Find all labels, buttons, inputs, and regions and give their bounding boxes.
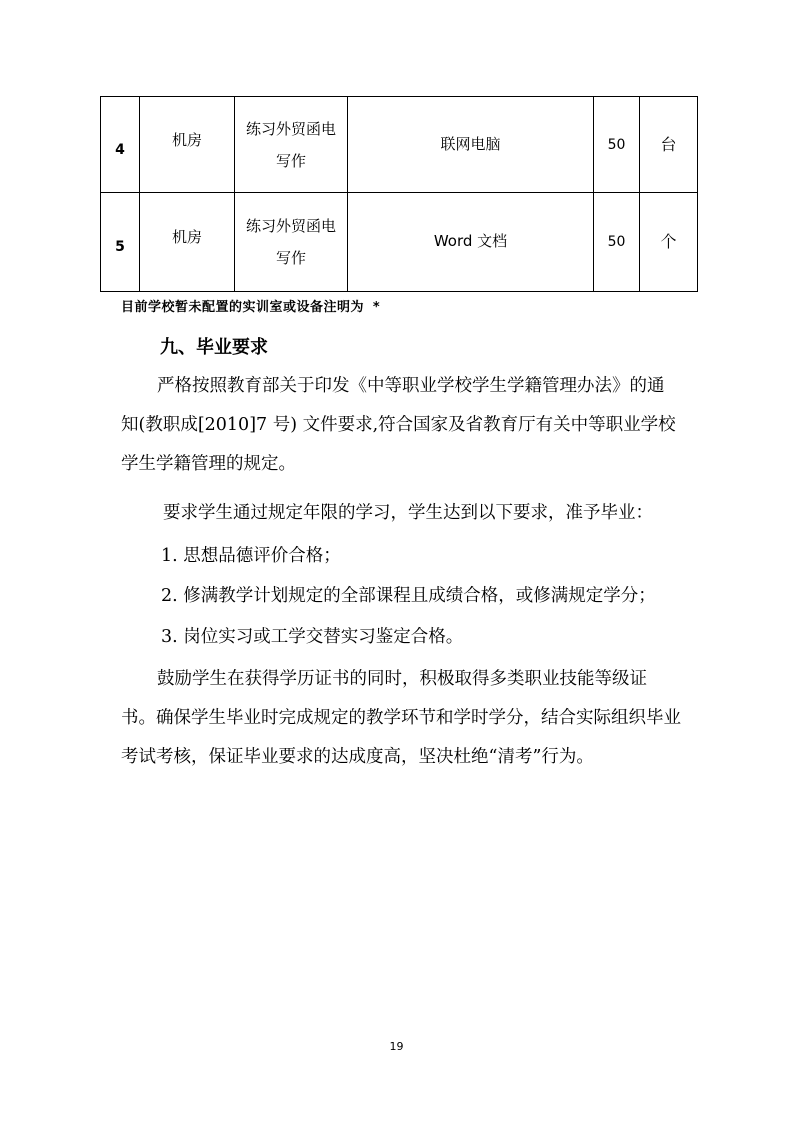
requirement-item: 2. 修满教学计划规定的全部课程且成绩合格，或修满规定学分； <box>161 586 656 606</box>
equipment-table <box>100 96 698 292</box>
unit-cell: 个 <box>640 193 698 292</box>
requirement-item: 1. 思想品德评价合格； <box>161 546 341 566</box>
row-number: 5 <box>101 193 140 292</box>
task-line: 练习外贸函电 <box>245 119 336 138</box>
quantity-cell: 50 <box>594 193 640 292</box>
table-row <box>101 193 698 292</box>
equipment-cell: Word 文档 <box>348 193 594 292</box>
requirement-item: 3. 岗位实习或工学交替实习鉴定合格。 <box>161 627 464 647</box>
task-cell <box>235 193 348 292</box>
equipment-cell: 联网电脑 <box>348 97 594 193</box>
table-row <box>101 97 698 193</box>
paragraph: 鼓励学生在获得学历证书的同时，积极取得多类职业技能等级证书。确保学生毕业时完成规定的教学环节和学时学分，结合实际组织毕业考试考核，保证毕业要求的达成度高，坚决杜绝“清考”行为。 <box>121 669 681 767</box>
task-line: 写作 <box>275 151 306 170</box>
task-cell <box>235 97 348 193</box>
unit-cell: 台 <box>640 97 698 193</box>
quantity-cell: 50 <box>594 97 640 193</box>
table-footnote: 目前学校暂未配置的实训室或设备注明为 * <box>121 300 381 315</box>
location-cell: 机房 <box>140 193 235 292</box>
paragraph: 严格按照教育部关于印发《中等职业学校学生学籍管理办法》的通知(教职成[2010]7 号) 文件要求,符合国家及省教育厅有关中等职业学校学生学籍管理的规定。 <box>121 376 676 474</box>
task-line: 练习外贸函电 <box>245 217 336 235</box>
section-heading: 九、毕业要求 <box>160 337 268 358</box>
location-cell: 机房 <box>140 97 235 193</box>
paragraph: 要求学生通过规定年限的学习，学生达到以下要求，准予毕业： <box>163 503 653 523</box>
page-number: 19 <box>389 1040 404 1053</box>
task-line: 写作 <box>275 249 306 267</box>
row-number: 4 <box>101 97 140 193</box>
